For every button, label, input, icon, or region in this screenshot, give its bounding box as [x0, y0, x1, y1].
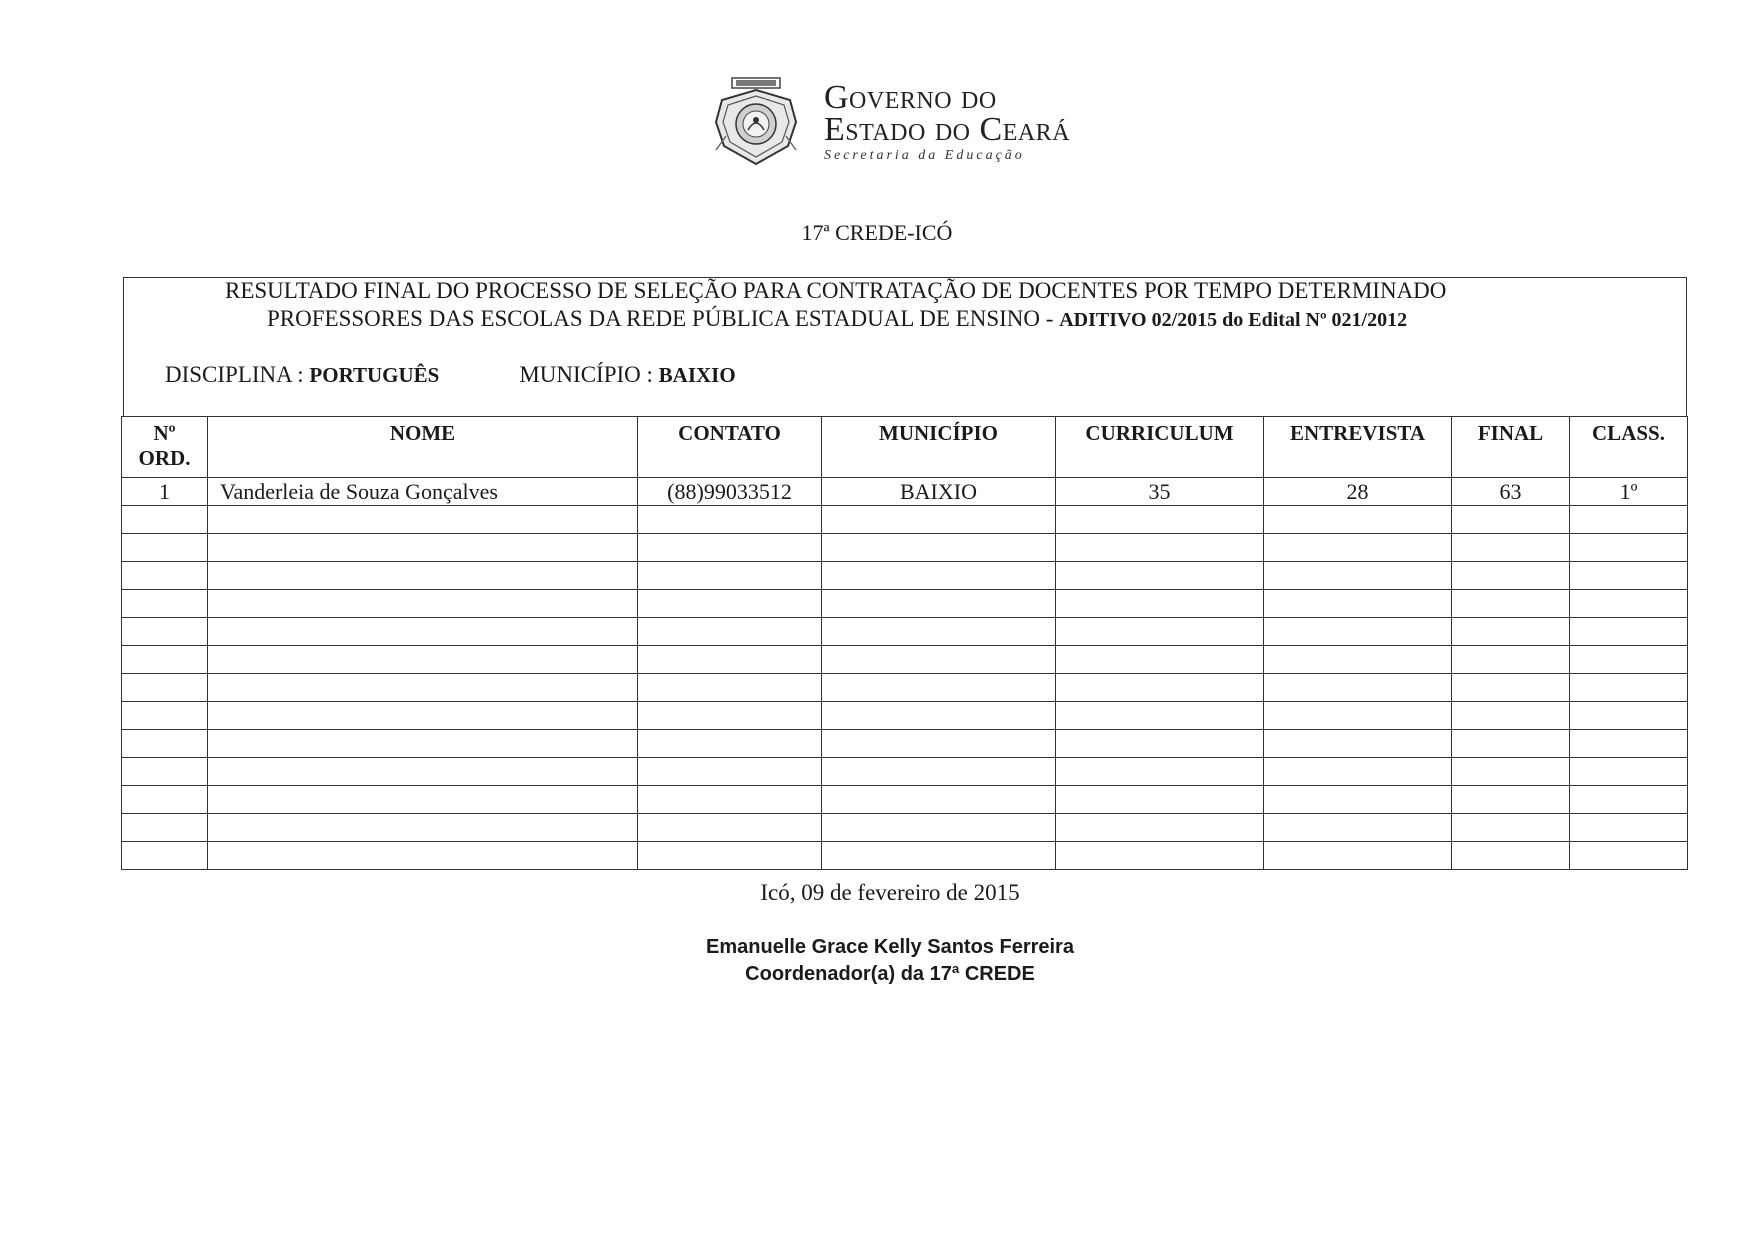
empty-cell — [1570, 842, 1688, 870]
cell-curriculum: 35 — [1056, 478, 1264, 506]
empty-cell — [1056, 562, 1264, 590]
empty-table-row — [122, 562, 1688, 590]
letterhead — [712, 76, 1172, 168]
empty-cell — [638, 618, 822, 646]
empty-cell — [208, 758, 638, 786]
cell-contato: (88)99033512 — [638, 478, 822, 506]
empty-cell — [122, 618, 208, 646]
empty-cell — [122, 534, 208, 562]
empty-cell — [1452, 562, 1570, 590]
letterhead-state: Estado do Ceará — [824, 111, 1071, 148]
empty-cell — [822, 506, 1056, 534]
disciplina-value: PORTUGUÊS — [309, 363, 440, 387]
result-header-box — [123, 277, 1687, 417]
empty-cell — [638, 842, 822, 870]
empty-cell — [1264, 702, 1452, 730]
empty-cell — [822, 786, 1056, 814]
cell-municipio: BAIXIO — [822, 478, 1056, 506]
empty-table-row — [122, 590, 1688, 618]
empty-cell — [1264, 814, 1452, 842]
empty-cell — [1264, 590, 1452, 618]
empty-cell — [822, 702, 1056, 730]
cell-entrevista: 28 — [1264, 478, 1452, 506]
signer-title: Coordenador(a) da 17ª CREDE — [745, 963, 1035, 985]
empty-cell — [1264, 506, 1452, 534]
empty-cell — [1056, 646, 1264, 674]
empty-cell — [822, 758, 1056, 786]
document-title: RESULTADO FINAL DO PROCESSO DE SELEÇÃO PARA CONTRATAÇÃO DE DOCENTES POR TEMPO DETERMINADO — [225, 278, 1447, 303]
letterhead-secretariat: Secretaria da Educação — [824, 148, 1025, 163]
empty-cell — [1570, 646, 1688, 674]
empty-cell — [822, 730, 1056, 758]
empty-cell — [1056, 786, 1264, 814]
municipio-value: BAIXIO — [658, 363, 736, 387]
empty-cell — [638, 758, 822, 786]
header-entrevista: ENTREVISTA — [1264, 417, 1452, 478]
empty-cell — [822, 618, 1056, 646]
empty-cell — [208, 674, 638, 702]
empty-cell — [638, 506, 822, 534]
empty-cell — [1570, 814, 1688, 842]
cell-final: 63 — [1452, 478, 1570, 506]
empty-cell — [122, 814, 208, 842]
empty-cell — [822, 562, 1056, 590]
header-nome: NOME — [208, 417, 638, 478]
header-curriculum: CURRICULUM — [1056, 417, 1264, 478]
cell-class: 1º — [1570, 478, 1688, 506]
cell-ord: 1 — [122, 478, 208, 506]
empty-cell — [122, 730, 208, 758]
empty-table-row — [122, 674, 1688, 702]
empty-cell — [122, 506, 208, 534]
empty-cell — [1264, 674, 1452, 702]
letterhead-government: Governo do — [824, 79, 997, 116]
empty-cell — [208, 562, 638, 590]
empty-cell — [1264, 646, 1452, 674]
empty-cell — [122, 562, 208, 590]
empty-cell — [1452, 506, 1570, 534]
empty-cell — [208, 786, 638, 814]
empty-cell — [638, 786, 822, 814]
empty-cell — [1264, 534, 1452, 562]
empty-cell — [1570, 758, 1688, 786]
empty-cell — [1056, 506, 1264, 534]
selection-fields — [165, 362, 736, 388]
empty-cell — [822, 534, 1056, 562]
empty-cell — [1452, 674, 1570, 702]
empty-cell — [1264, 786, 1452, 814]
empty-cell — [638, 674, 822, 702]
table-row — [122, 478, 1688, 506]
empty-cell — [122, 590, 208, 618]
empty-cell — [822, 674, 1056, 702]
empty-cell — [208, 590, 638, 618]
empty-cell — [122, 646, 208, 674]
empty-table-row — [122, 730, 1688, 758]
empty-cell — [1056, 758, 1264, 786]
table-header-row — [122, 417, 1688, 478]
empty-cell — [1570, 730, 1688, 758]
empty-cell — [1452, 646, 1570, 674]
empty-cell — [822, 842, 1056, 870]
empty-cell — [208, 506, 638, 534]
empty-cell — [1264, 730, 1452, 758]
empty-cell — [1452, 618, 1570, 646]
empty-cell — [1570, 702, 1688, 730]
empty-cell — [1570, 786, 1688, 814]
empty-table-row — [122, 758, 1688, 786]
empty-cell — [822, 646, 1056, 674]
empty-table-row — [122, 646, 1688, 674]
empty-table-row — [122, 842, 1688, 870]
empty-cell — [1056, 842, 1264, 870]
empty-cell — [1452, 842, 1570, 870]
empty-cell — [122, 674, 208, 702]
empty-cell — [1264, 842, 1452, 870]
empty-cell — [122, 842, 208, 870]
empty-cell — [122, 786, 208, 814]
empty-cell — [1056, 674, 1264, 702]
subtitle-regular: PROFESSORES DAS ESCOLAS DA REDE PÚBLICA ESTADUAL DE ENSINO - — [267, 306, 1060, 331]
document-date: Icó, 09 de fevereiro de 2015 — [760, 880, 1020, 905]
disciplina-label: DISCIPLINA : — [165, 362, 310, 387]
empty-cell — [208, 534, 638, 562]
header-final: FINAL — [1452, 417, 1570, 478]
empty-cell — [1056, 702, 1264, 730]
header-municipio: MUNICÍPIO — [822, 417, 1056, 478]
empty-cell — [1452, 590, 1570, 618]
empty-table-row — [122, 618, 1688, 646]
header-ord: Nº ORD. — [122, 417, 208, 478]
empty-cell — [208, 618, 638, 646]
empty-cell — [208, 646, 638, 674]
empty-cell — [1452, 758, 1570, 786]
empty-cell — [208, 842, 638, 870]
empty-cell — [1056, 534, 1264, 562]
municipio-label: MUNICÍPIO : — [519, 362, 659, 387]
empty-cell — [1056, 590, 1264, 618]
empty-cell — [1570, 590, 1688, 618]
empty-cell — [638, 814, 822, 842]
state-seal-icon — [712, 76, 800, 168]
cell-nome: Vanderleia de Souza Gonçalves — [208, 478, 638, 506]
empty-cell — [638, 702, 822, 730]
empty-table-row — [122, 814, 1688, 842]
empty-cell — [1264, 562, 1452, 590]
empty-cell — [122, 758, 208, 786]
empty-cell — [1264, 618, 1452, 646]
empty-cell — [822, 590, 1056, 618]
subtitle-aditivo: ADITIVO 02/2015 do Edital Nº 021/2012 — [1059, 309, 1408, 331]
empty-cell — [1452, 534, 1570, 562]
empty-cell — [208, 702, 638, 730]
empty-cell — [638, 534, 822, 562]
empty-cell — [1056, 814, 1264, 842]
empty-cell — [1570, 618, 1688, 646]
empty-cell — [638, 562, 822, 590]
empty-cell — [1452, 786, 1570, 814]
empty-cell — [638, 590, 822, 618]
document-subtitle — [267, 306, 1407, 332]
empty-cell — [1452, 730, 1570, 758]
empty-cell — [1452, 702, 1570, 730]
signature-block — [0, 934, 1754, 988]
empty-cell — [1056, 618, 1264, 646]
empty-cell — [638, 730, 822, 758]
empty-table-row — [122, 702, 1688, 730]
header-class: CLASS. — [1570, 417, 1688, 478]
empty-cell — [638, 646, 822, 674]
empty-cell — [1570, 534, 1688, 562]
empty-cell — [1264, 758, 1452, 786]
empty-cell — [208, 730, 638, 758]
empty-cell — [1452, 814, 1570, 842]
results-table — [121, 416, 1688, 870]
empty-cell — [122, 702, 208, 730]
signer-name: Emanuelle Grace Kelly Santos Ferreira — [706, 936, 1074, 958]
empty-cell — [822, 814, 1056, 842]
empty-cell — [208, 814, 638, 842]
empty-table-row — [122, 786, 1688, 814]
office-heading: 17ª CREDE-ICÓ — [801, 220, 953, 245]
empty-table-row — [122, 506, 1688, 534]
header-contato: CONTATO — [638, 417, 822, 478]
empty-table-row — [122, 534, 1688, 562]
empty-cell — [1570, 506, 1688, 534]
empty-cell — [1570, 674, 1688, 702]
empty-cell — [1570, 562, 1688, 590]
empty-cell — [1056, 730, 1264, 758]
